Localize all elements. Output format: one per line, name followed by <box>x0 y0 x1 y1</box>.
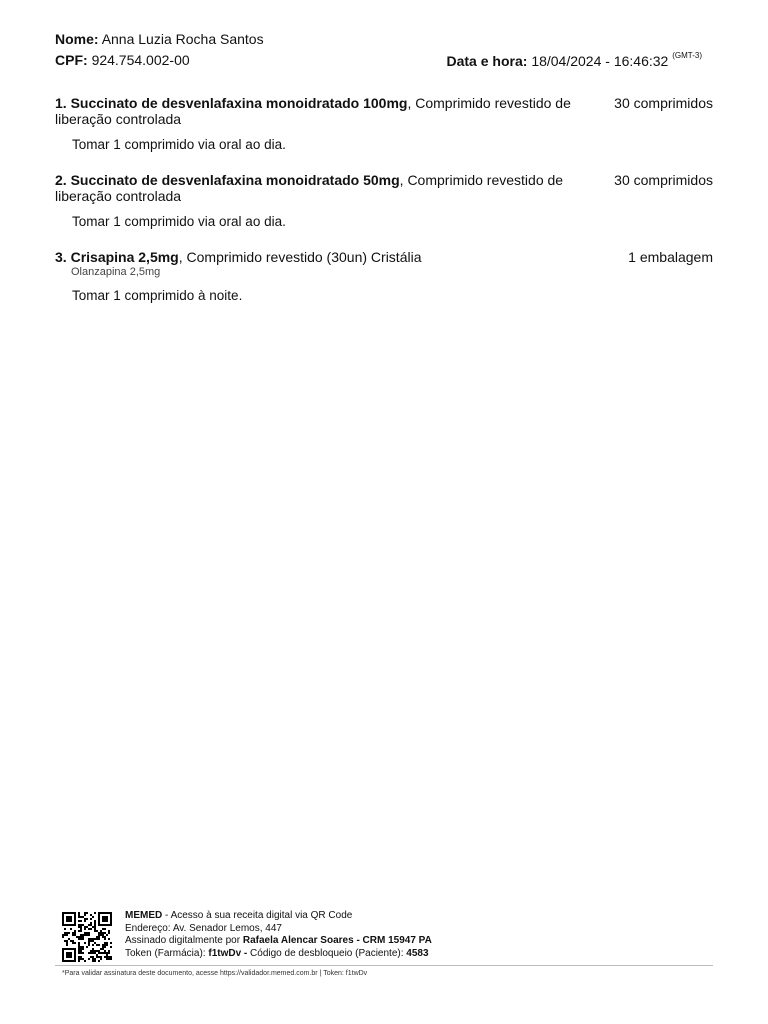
name-label: Nome: <box>55 31 99 47</box>
prescription-item <box>55 249 713 303</box>
footer-line-token <box>125 948 432 961</box>
item-drug: Crisapina 2,5mg <box>70 249 179 265</box>
item-index: 3. <box>55 249 67 265</box>
datetime-line <box>447 53 703 69</box>
unlock-label: Código de desbloqueio (Paciente): <box>250 947 407 959</box>
item-title <box>55 249 590 265</box>
patient-name: Anna Luzia Rocha Santos <box>101 31 264 47</box>
patient-name-line <box>55 31 264 47</box>
signed-prefix: Assinado digitalmente por <box>125 935 243 946</box>
footer-line-access <box>125 910 432 923</box>
item-title <box>55 172 590 204</box>
patient-cpf: 924.754.002-00 <box>91 52 190 68</box>
item-form: , Comprimido revestido de liberação controlada <box>55 95 571 127</box>
token-value: f1twDv <box>208 947 242 959</box>
unlock-code: 4583 <box>406 947 429 959</box>
cpf-label: CPF: <box>55 52 88 68</box>
prescription-item <box>55 95 713 152</box>
footer-divider <box>55 965 713 966</box>
item-drug: Succinato de desvenlafaxina monoidratado 50mg <box>70 172 400 188</box>
item-drug: Succinato de desvenlafaxina monoidratado 100mg <box>70 95 408 111</box>
timezone: (GMT-3) <box>672 51 702 61</box>
item-instruction: Tomar 1 comprimido via oral ao dia. <box>72 137 286 152</box>
footer-line-signed <box>125 935 432 948</box>
validation-note: *Para validar assinatura deste documento, acesse https://validador.memed.com.br | Token: f1twDv <box>62 970 368 977</box>
item-quantity: 1 embalagem <box>628 249 713 265</box>
prescription-item <box>55 172 713 229</box>
item-form: , Comprimido revestido de liberação controlada <box>55 172 564 204</box>
access-text: - Acesso à sua receita digital via QR Code <box>162 910 353 921</box>
item-title <box>55 95 590 127</box>
item-index: 2. <box>55 172 67 188</box>
item-generic-name: Olanzapina 2,5mg <box>71 266 161 278</box>
item-index: 1. <box>55 95 67 111</box>
signer: Rafaela Alencar Soares - CRM 15947 PA <box>242 935 432 946</box>
qr-code-icon[interactable] <box>62 912 112 962</box>
item-form: , Comprimido revestido (30un) Cristália <box>178 249 422 265</box>
token-label: Token (Farmácia): <box>125 947 209 959</box>
item-quantity: 30 comprimidos <box>614 95 713 111</box>
patient-cpf-line <box>55 52 190 68</box>
item-instruction: Tomar 1 comprimido à noite. <box>72 288 243 303</box>
footer-address: Endereço: Av. Senador Lemos, 447 <box>125 922 282 934</box>
item-quantity: 30 comprimidos <box>614 172 713 188</box>
signature-footer <box>62 910 712 965</box>
item-instruction: Tomar 1 comprimido via oral ao dia. <box>72 214 286 229</box>
datetime-value: 18/04/2024 - 16:46:32 <box>531 53 669 69</box>
unlock-separator: - <box>241 947 251 959</box>
datetime-label: Data e hora: <box>446 53 528 69</box>
memed-brand: MEMED <box>125 910 163 921</box>
footer-text <box>125 910 432 960</box>
